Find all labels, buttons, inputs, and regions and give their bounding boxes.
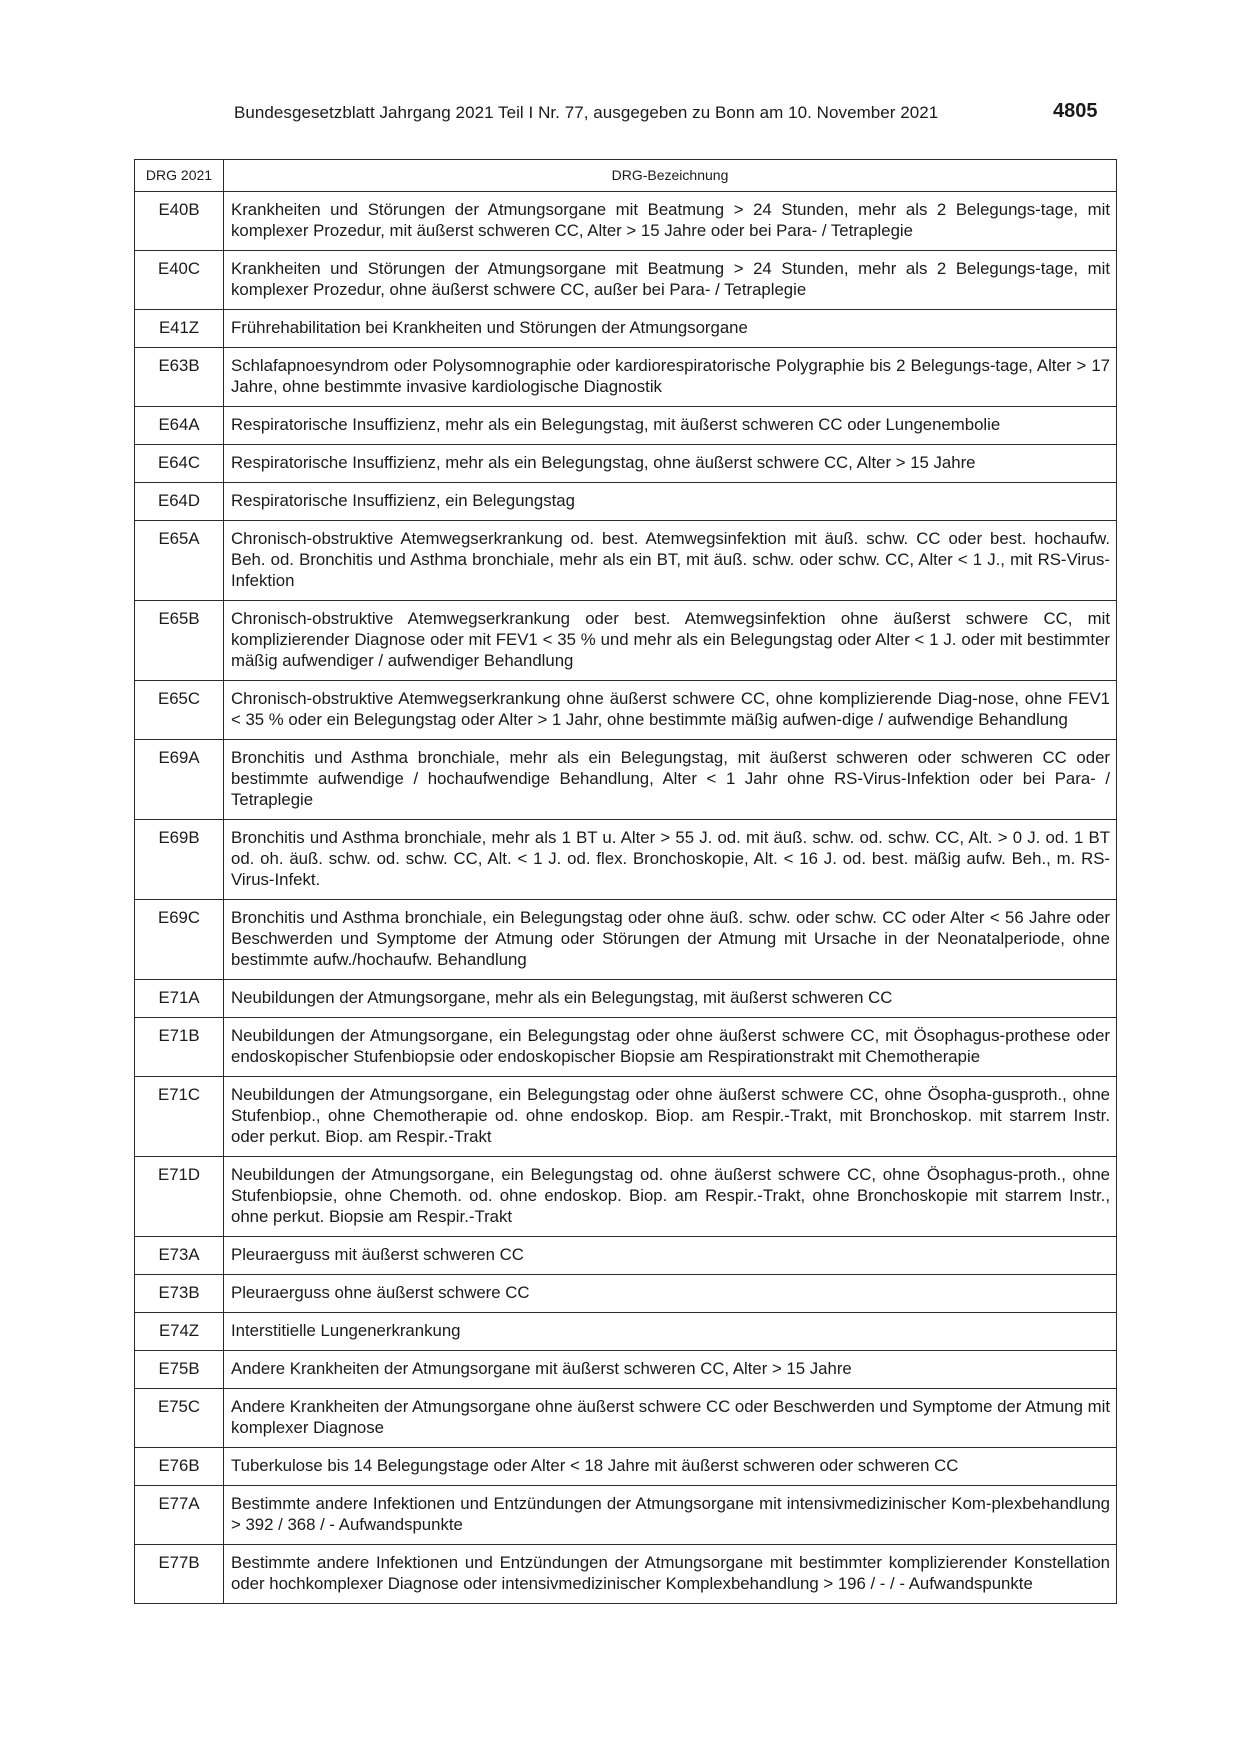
drg-description-cell: Pleuraerguss mit äußerst schweren CC xyxy=(224,1237,1117,1275)
table-row xyxy=(135,740,1117,820)
table-row xyxy=(135,521,1117,601)
drg-description-cell: Krankheiten und Störungen der Atmungsorgane mit Beatmung > 24 Stunden, mehr als 2 Belegungs-tage, mit komplexer Prozedur, mit äußerst schweren CC, Alter > 15 Jahre oder bei Para- / Tetraplegie xyxy=(224,192,1117,251)
table-row xyxy=(135,1545,1117,1604)
table-row xyxy=(135,445,1117,483)
drg-code-cell: E75C xyxy=(135,1389,224,1448)
drg-description-cell: Schlafapnoesyndrom oder Polysomnographie oder kardiorespiratorische Polygraphie bis 2 Belegungs-tage, Alter > 17 Jahre, ohne bestimmte invasive kardiologische Diagnostik xyxy=(224,348,1117,407)
table-row xyxy=(135,1486,1117,1545)
drg-code-cell: E64D xyxy=(135,483,224,521)
drg-code-cell: E77A xyxy=(135,1486,224,1545)
table-row xyxy=(135,601,1117,681)
drg-description-cell: Bronchitis und Asthma bronchiale, mehr als ein Belegungstag, mit äußerst schweren oder schweren CC oder bestimmte aufwendige / hochaufwendige Behandlung, Alter < 1 Jahr ohne RS-Virus-Infektion oder bei Para- / Tetraplegie xyxy=(224,740,1117,820)
page-header xyxy=(0,100,1241,130)
drg-code-cell: E75B xyxy=(135,1351,224,1389)
drg-description-cell: Chronisch-obstruktive Atemwegserkrankung ohne äußerst schwere CC, ohne komplizierende Diag-nose, ohne FEV1 < 35 % oder ein Belegungstag oder Alter > 1 Jahr, ohne bestimmte mäßig aufwen-dige / aufwendige Behandlung xyxy=(224,681,1117,740)
drg-code-cell: E69B xyxy=(135,820,224,900)
table-row xyxy=(135,1389,1117,1448)
drg-description-cell: Pleuraerguss ohne äußerst schwere CC xyxy=(224,1275,1117,1313)
drg-code-cell: E71B xyxy=(135,1018,224,1077)
drg-description-cell: Neubildungen der Atmungsorgane, ein Belegungstag oder ohne äußerst schwere CC, ohne Ösopha-gusproth., ohne Stufenbiop., ohne Chemotherapie od. ohne endoskop. Biop. am Respir.-Trakt, mit Bronchoskop. mit starrem Instr. oder perkut. Biop. am Respir.-Trakt xyxy=(224,1077,1117,1157)
drg-description-cell: Krankheiten und Störungen der Atmungsorgane mit Beatmung > 24 Stunden, mehr als 2 Belegungs-tage, mit komplexer Prozedur, ohne äußerst schwere CC, außer bei Para- / Tetraplegie xyxy=(224,251,1117,310)
drg-code-cell: E65B xyxy=(135,601,224,681)
drg-code-cell: E41Z xyxy=(135,310,224,348)
page-number: 4805 xyxy=(1053,100,1098,122)
drg-code-cell: E71C xyxy=(135,1077,224,1157)
drg-code-cell: E64A xyxy=(135,407,224,445)
table-row xyxy=(135,310,1117,348)
table-row xyxy=(135,1351,1117,1389)
table-row xyxy=(135,483,1117,521)
table-row xyxy=(135,900,1117,980)
drg-code-cell: E65C xyxy=(135,681,224,740)
drg-code-cell: E40B xyxy=(135,192,224,251)
drg-code-cell: E63B xyxy=(135,348,224,407)
drg-code-cell: E76B xyxy=(135,1448,224,1486)
drg-code-cell: E69A xyxy=(135,740,224,820)
drg-description-cell: Interstitielle Lungenerkrankung xyxy=(224,1313,1117,1351)
table-row xyxy=(135,1448,1117,1486)
drg-description-cell: Neubildungen der Atmungsorgane, ein Belegungstag oder ohne äußerst schwere CC, mit Ösophagus-prothese oder endoskopischer Stufenbiopsie oder endoskopischer Biopsie am Respirationstrakt mit Chemotherapie xyxy=(224,1018,1117,1077)
drg-code-cell: E73B xyxy=(135,1275,224,1313)
drg-description-cell: Neubildungen der Atmungsorgane, ein Belegungstag od. ohne äußerst schwere CC, ohne Ösophagus-proth., ohne Stufenbiopsie, ohne Chemoth. od. ohne endoskop. Biop. am Respir.-Trakt, ohne Bronchoskopie mit starrem Instr., ohne perkut. Biopsie am Respir.-Trakt xyxy=(224,1157,1117,1237)
drg-code-cell: E73A xyxy=(135,1237,224,1275)
drg-description-cell: Respiratorische Insuffizienz, mehr als ein Belegungstag, ohne äußerst schwere CC, Alter > 15 Jahre xyxy=(224,445,1117,483)
drg-code-cell: E64C xyxy=(135,445,224,483)
drg-description-cell: Bronchitis und Asthma bronchiale, mehr als 1 BT u. Alter > 55 J. od. mit äuß. schw. od. schw. CC, Alt. > 0 J. od. 1 BT od. oh. äuß. schw. od. schw. CC, Alt. < 1 J. od. flex. Bronchoskopie, Alt. < 16 J. od. best. mäßig aufw. Beh., m. RS-Virus-Infekt. xyxy=(224,820,1117,900)
drg-code-cell: E40C xyxy=(135,251,224,310)
table-row xyxy=(135,251,1117,310)
column-header-description: DRG-Bezeichnung xyxy=(224,160,1117,192)
column-header-drg: DRG 2021 xyxy=(135,160,224,192)
drg-description-cell: Respiratorische Insuffizienz, mehr als ein Belegungstag, mit äußerst schweren CC oder Lungenembolie xyxy=(224,407,1117,445)
drg-description-cell: Respiratorische Insuffizienz, ein Belegungstag xyxy=(224,483,1117,521)
drg-description-cell: Bronchitis und Asthma bronchiale, ein Belegungstag oder ohne äuß. schw. oder schw. CC oder Alter < 56 Jahre oder Beschwerden und Symptome der Atmung oder Störungen der Atmung mit Ursache in der Neonatalperiode, ohne bestimmte aufw./hochaufw. Behandlung xyxy=(224,900,1117,980)
drg-code-cell: E74Z xyxy=(135,1313,224,1351)
drg-code-cell: E69C xyxy=(135,900,224,980)
table-row xyxy=(135,1018,1117,1077)
drg-description-cell: Bestimmte andere Infektionen und Entzündungen der Atmungsorgane mit bestimmter komplizierender Konstellation oder hochkomplexer Diagnose oder intensivmedizinischer Komplexbehandlung > 196 / - / - Aufwandspunkte xyxy=(224,1545,1117,1604)
table-row xyxy=(135,820,1117,900)
table-body xyxy=(135,192,1117,1604)
gazette-title: Bundesgesetzblatt Jahrgang 2021 Teil I Nr. 77, ausgegeben zu Bonn am 10. November 2021 xyxy=(234,103,939,122)
table-row xyxy=(135,681,1117,740)
drg-description-cell: Andere Krankheiten der Atmungsorgane ohne äußerst schwere CC oder Beschwerden und Symptome der Atmung mit komplexer Diagnose xyxy=(224,1389,1117,1448)
table-row xyxy=(135,407,1117,445)
table-row xyxy=(135,1313,1117,1351)
drg-description-cell: Andere Krankheiten der Atmungsorgane mit äußerst schweren CC, Alter > 15 Jahre xyxy=(224,1351,1117,1389)
drg-code-cell: E71A xyxy=(135,980,224,1018)
table-row xyxy=(135,1077,1117,1157)
drg-description-cell: Frührehabilitation bei Krankheiten und Störungen der Atmungsorgane xyxy=(224,310,1117,348)
table-row xyxy=(135,1157,1117,1237)
drg-description-cell: Tuberkulose bis 14 Belegungstage oder Alter < 18 Jahre mit äußerst schweren oder schweren CC xyxy=(224,1448,1117,1486)
drg-description-cell: Neubildungen der Atmungsorgane, mehr als ein Belegungstag, mit äußerst schweren CC xyxy=(224,980,1117,1018)
drg-description-cell: Bestimmte andere Infektionen und Entzündungen der Atmungsorgane mit intensivmedizinischer Kom-plexbehandlung > 392 / 368 / - Aufwandspunkte xyxy=(224,1486,1117,1545)
table-header-row xyxy=(135,160,1117,192)
drg-code-cell: E77B xyxy=(135,1545,224,1604)
table-row xyxy=(135,1237,1117,1275)
drg-description-cell: Chronisch-obstruktive Atemwegserkrankung oder best. Atemwegsinfektion ohne äußerst schwere CC, mit komplizierender Diagnose oder mit FEV1 < 35 % und mehr als ein Belegungstag oder Alter < 1 J. oder mit bestimmter mäßig aufwendiger / aufwendiger Behandlung xyxy=(224,601,1117,681)
drg-description-cell: Chronisch-obstruktive Atemwegserkrankung od. best. Atemwegsinfektion mit äuß. schw. CC oder best. hochaufw. Beh. od. Bronchitis und Asthma bronchiale, mehr als ein BT, mit äuß. schw. oder schw. CC, Alter < 1 J., mit RS-Virus-Infektion xyxy=(224,521,1117,601)
table-row xyxy=(135,192,1117,251)
table-row xyxy=(135,1275,1117,1313)
drg-table xyxy=(134,159,1117,1604)
drg-code-cell: E71D xyxy=(135,1157,224,1237)
table-row xyxy=(135,348,1117,407)
drg-code-cell: E65A xyxy=(135,521,224,601)
table-row xyxy=(135,980,1117,1018)
